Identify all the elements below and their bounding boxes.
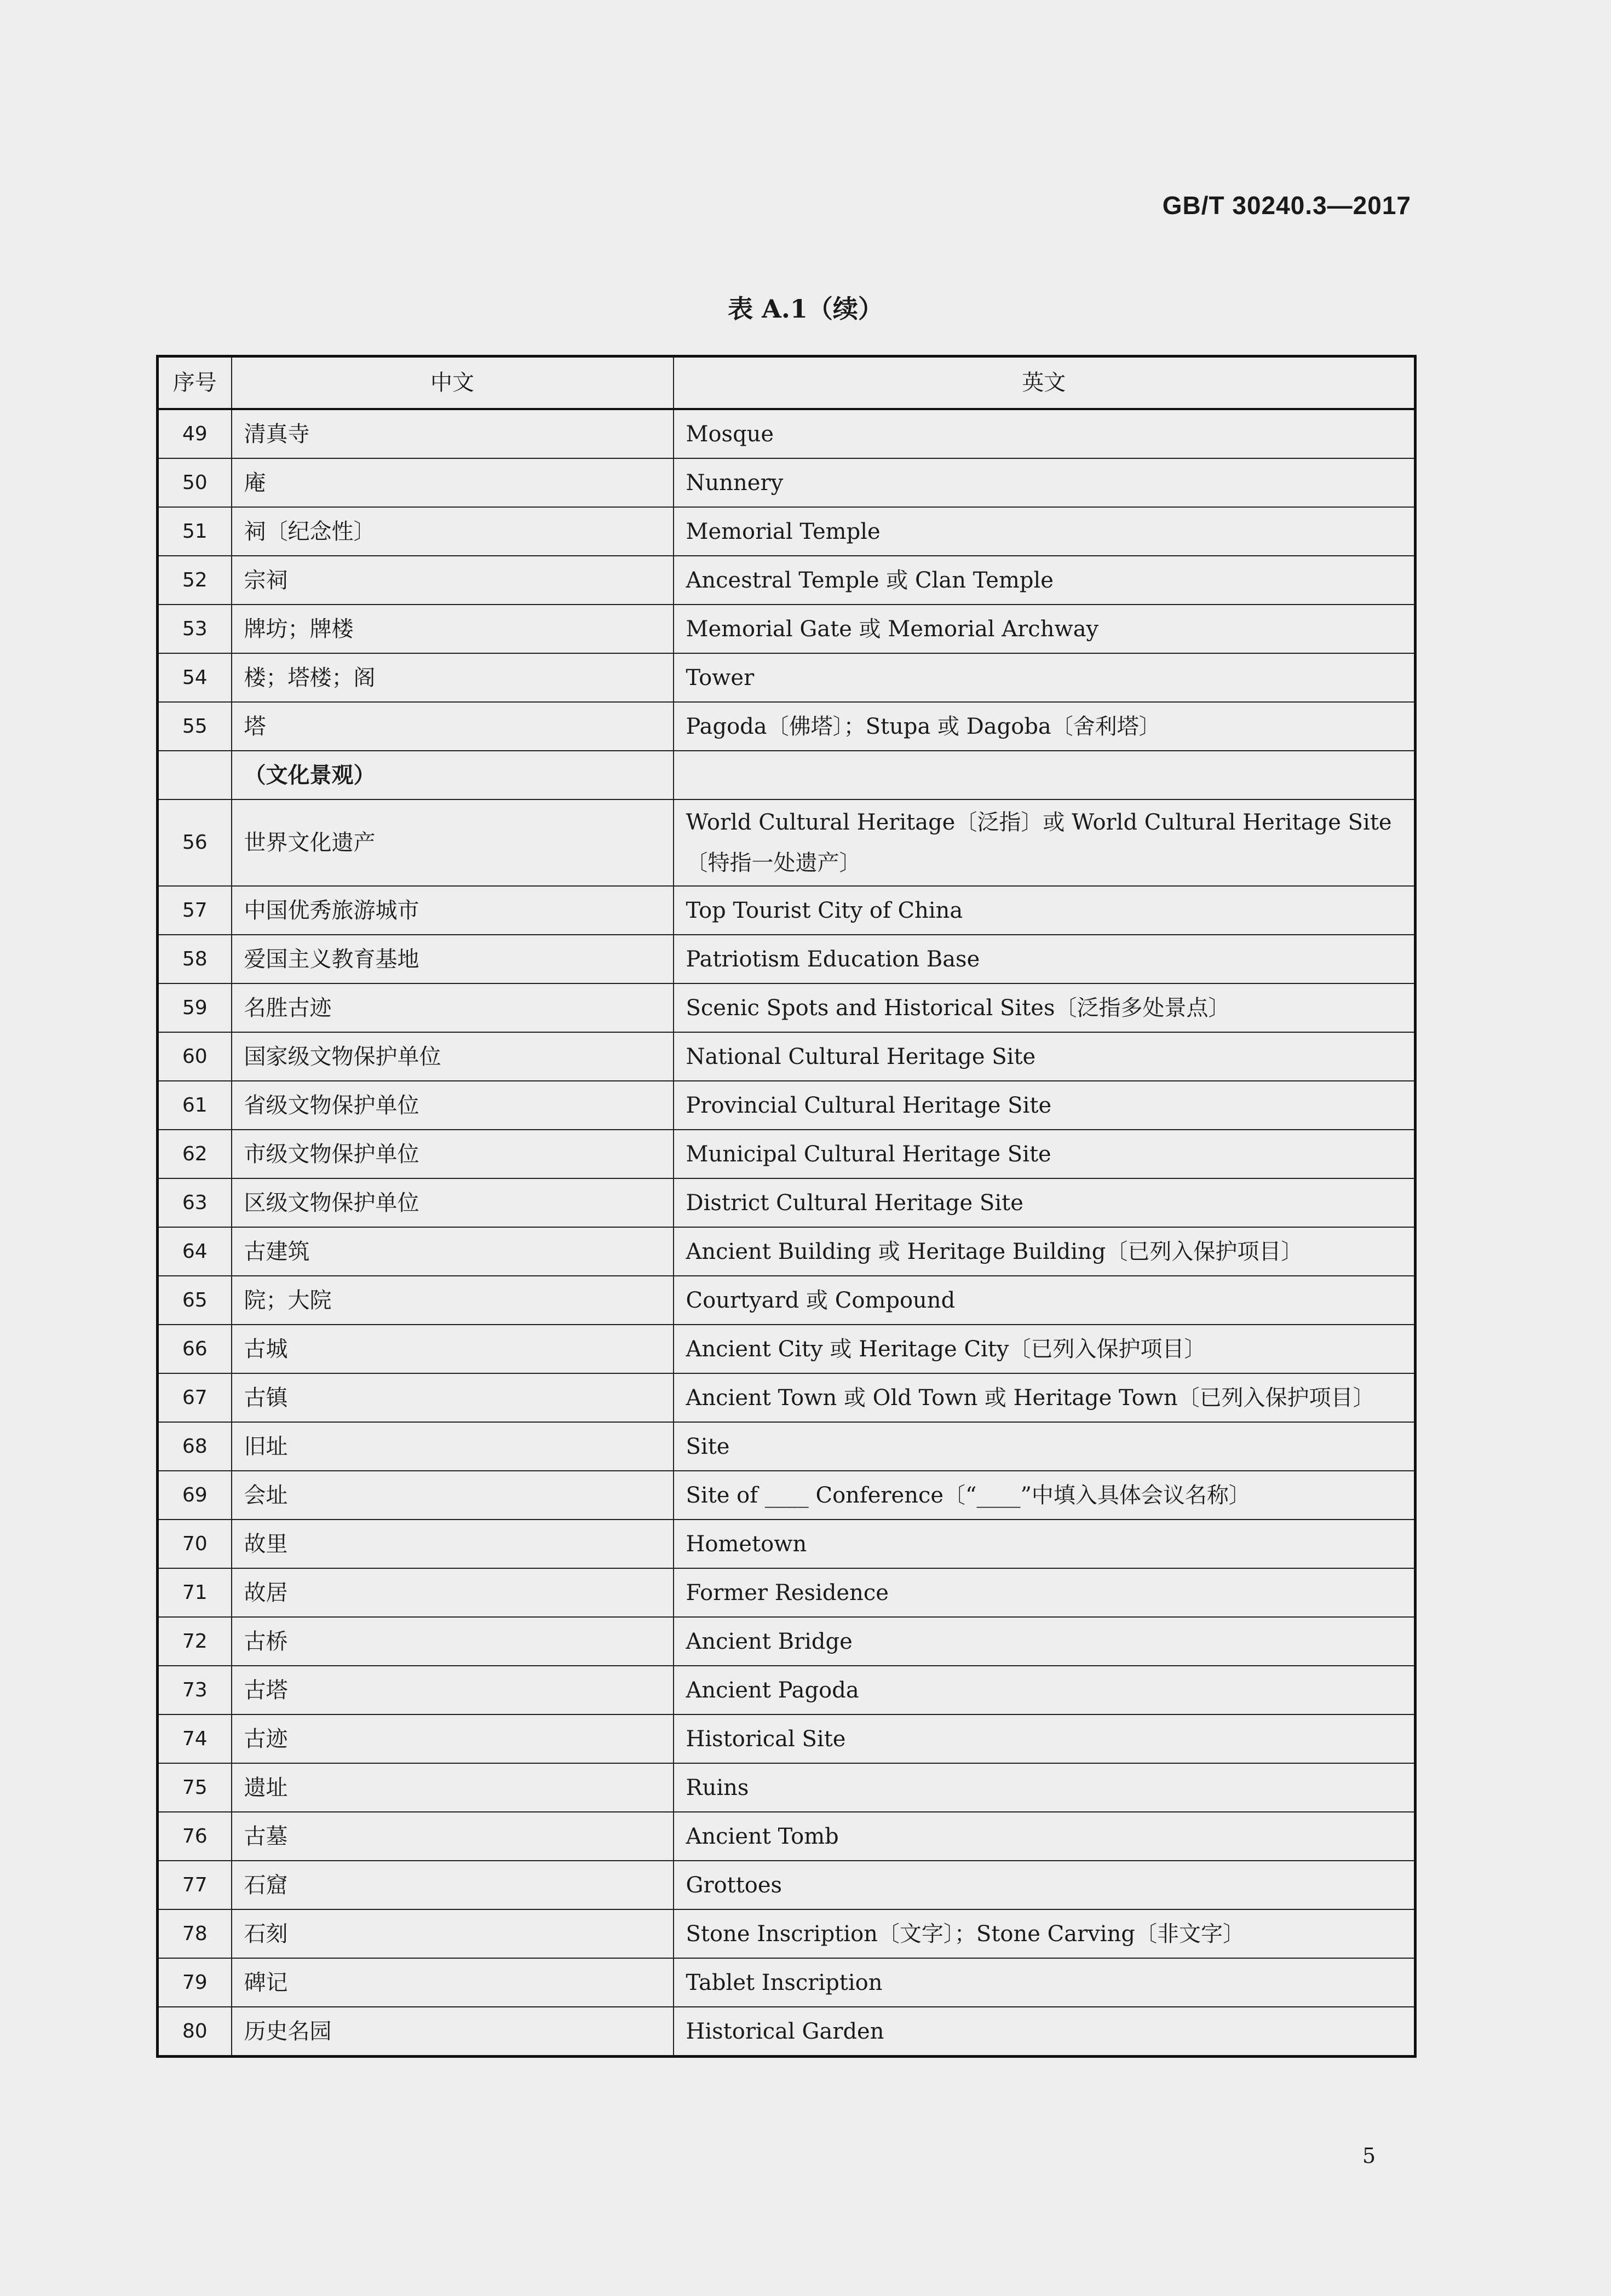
- row-english-term: Courtyard 或 Compound: [674, 1276, 1416, 1325]
- row-number: 60: [158, 1032, 232, 1081]
- table-row: [158, 1032, 1416, 1081]
- row-english-term: Provincial Cultural Heritage Site: [674, 1081, 1416, 1130]
- row-chinese-term: 古桥: [232, 1617, 674, 1666]
- row-chinese-term: 清真寺: [232, 409, 674, 458]
- row-english-term: National Cultural Heritage Site: [674, 1032, 1416, 1081]
- row-chinese-term: 宗祠: [232, 556, 674, 605]
- table-row: [158, 1763, 1416, 1812]
- row-english-term: Site of ____ Conference〔“____”中填入具体会议名称〕: [674, 1471, 1416, 1520]
- table-row: [158, 1714, 1416, 1763]
- row-number: 56: [158, 799, 232, 886]
- row-chinese-term: 区级文物保护单位: [232, 1178, 674, 1227]
- table-row: [158, 1276, 1416, 1325]
- row-number: 51: [158, 507, 232, 556]
- row-english-term: Site: [674, 1422, 1416, 1471]
- row-chinese-term: 中国优秀旅游城市: [232, 886, 674, 935]
- row-english-term: Hometown: [674, 1520, 1416, 1568]
- column-header-en: 英文: [674, 356, 1416, 410]
- row-number: 55: [158, 702, 232, 751]
- row-number: 80: [158, 2007, 232, 2057]
- row-number: 71: [158, 1568, 232, 1617]
- table-row: [158, 1130, 1416, 1178]
- row-number: 66: [158, 1325, 232, 1373]
- table-row: [158, 1081, 1416, 1130]
- table-row: [158, 886, 1416, 935]
- row-number: 67: [158, 1373, 232, 1422]
- row-english-term: Ancient Town 或 Old Town 或 Heritage Town〔已列入保护项目〕: [674, 1373, 1416, 1422]
- row-number: 77: [158, 1861, 232, 1909]
- row-number: 59: [158, 983, 232, 1032]
- row-chinese-term: 古迹: [232, 1714, 674, 1763]
- row-english-term: Historical Site: [674, 1714, 1416, 1763]
- row-english-term: Scenic Spots and Historical Sites〔泛指多处景点〕: [674, 983, 1416, 1032]
- row-english-term: Tablet Inscription: [674, 1958, 1416, 2007]
- row-chinese-term: 会址: [232, 1471, 674, 1520]
- row-number: 69: [158, 1471, 232, 1520]
- table-row: [158, 1471, 1416, 1520]
- row-english-term: [674, 751, 1416, 799]
- row-english-term: World Cultural Heritage〔泛指〕或 World Cultural Heritage Site〔特指一处遗产〕: [674, 799, 1416, 886]
- table-row: [158, 458, 1416, 507]
- row-number: 70: [158, 1520, 232, 1568]
- table-row: [158, 507, 1416, 556]
- row-english-term: Historical Garden: [674, 2007, 1416, 2057]
- row-number: 62: [158, 1130, 232, 1178]
- row-number: 49: [158, 409, 232, 458]
- row-chinese-term: 世界文化遗产: [232, 799, 674, 886]
- row-number: 64: [158, 1227, 232, 1276]
- row-english-term: Mosque: [674, 409, 1416, 458]
- row-english-term: Ancestral Temple 或 Clan Temple: [674, 556, 1416, 605]
- row-chinese-term: 国家级文物保护单位: [232, 1032, 674, 1081]
- row-chinese-term: 故居: [232, 1568, 674, 1617]
- row-chinese-term: 石刻: [232, 1909, 674, 1958]
- table-row: [158, 983, 1416, 1032]
- table-row: [158, 1909, 1416, 1958]
- row-chinese-term: 石窟: [232, 1861, 674, 1909]
- row-chinese-term: 遗址: [232, 1763, 674, 1812]
- row-chinese-term: （文化景观）: [232, 751, 674, 799]
- table-body: [158, 409, 1416, 2057]
- row-number: 72: [158, 1617, 232, 1666]
- row-number: 54: [158, 653, 232, 702]
- table-row: [158, 409, 1416, 458]
- row-number: 73: [158, 1666, 232, 1714]
- row-chinese-term: 庵: [232, 458, 674, 507]
- table-row: [158, 556, 1416, 605]
- row-english-term: Municipal Cultural Heritage Site: [674, 1130, 1416, 1178]
- row-chinese-term: 古镇: [232, 1373, 674, 1422]
- column-header-num: 序号: [158, 356, 232, 410]
- row-english-term: District Cultural Heritage Site: [674, 1178, 1416, 1227]
- row-chinese-term: 旧址: [232, 1422, 674, 1471]
- table-row: [158, 1422, 1416, 1471]
- row-chinese-term: 楼；塔楼；阁: [232, 653, 674, 702]
- row-chinese-term: 爱国主义教育基地: [232, 935, 674, 983]
- table-row: [158, 702, 1416, 751]
- row-number: 57: [158, 886, 232, 935]
- row-chinese-term: 名胜古迹: [232, 983, 674, 1032]
- row-english-term: Stone Inscription〔文字〕；Stone Carving〔非文字〕: [674, 1909, 1416, 1958]
- row-number: 75: [158, 1763, 232, 1812]
- row-english-term: Nunnery: [674, 458, 1416, 507]
- table-row: [158, 935, 1416, 983]
- table-row: [158, 1666, 1416, 1714]
- table-row: [158, 1520, 1416, 1568]
- row-chinese-term: 古塔: [232, 1666, 674, 1714]
- row-english-term: Ancient Bridge: [674, 1617, 1416, 1666]
- table-row: [158, 1325, 1416, 1373]
- row-chinese-term: 古城: [232, 1325, 674, 1373]
- row-number: 61: [158, 1081, 232, 1130]
- row-chinese-term: 市级文物保护单位: [232, 1130, 674, 1178]
- row-english-term: Ruins: [674, 1763, 1416, 1812]
- standard-number: GB/T 30240.3—2017: [1162, 191, 1411, 220]
- row-number: 78: [158, 1909, 232, 1958]
- row-number: 63: [158, 1178, 232, 1227]
- row-number: 74: [158, 1714, 232, 1763]
- row-number: [158, 751, 232, 799]
- row-chinese-term: 祠〔纪念性〕: [232, 507, 674, 556]
- table-caption: 表 A.1（续）: [728, 294, 883, 324]
- table-row: [158, 605, 1416, 653]
- row-english-term: Pagoda〔佛塔〕；Stupa 或 Dagoba〔舍利塔〕: [674, 702, 1416, 751]
- row-chinese-term: 碑记: [232, 1958, 674, 2007]
- row-number: 79: [158, 1958, 232, 2007]
- row-english-term: Memorial Gate 或 Memorial Archway: [674, 605, 1416, 653]
- column-header-zh: 中文: [232, 356, 674, 410]
- table-row: [158, 1373, 1416, 1422]
- row-number: 53: [158, 605, 232, 653]
- row-english-term: Ancient Tomb: [674, 1812, 1416, 1861]
- row-chinese-term: 古建筑: [232, 1227, 674, 1276]
- table-header-row: [158, 356, 1416, 410]
- table-row: [158, 1617, 1416, 1666]
- table-row: [158, 2007, 1416, 2057]
- terminology-table: [156, 355, 1417, 2058]
- table-row: [158, 1861, 1416, 1909]
- row-chinese-term: 省级文物保护单位: [232, 1081, 674, 1130]
- row-chinese-term: 历史名园: [232, 2007, 674, 2057]
- row-chinese-term: 院；大院: [232, 1276, 674, 1325]
- table-row: [158, 1227, 1416, 1276]
- row-english-term: Ancient Building 或 Heritage Building〔已列入保护项目〕: [674, 1227, 1416, 1276]
- row-english-term: Ancient City 或 Heritage City〔已列入保护项目〕: [674, 1325, 1416, 1373]
- table-row: [158, 1178, 1416, 1227]
- row-english-term: Former Residence: [674, 1568, 1416, 1617]
- row-chinese-term: 古墓: [232, 1812, 674, 1861]
- row-number: 68: [158, 1422, 232, 1471]
- row-english-term: Top Tourist City of China: [674, 886, 1416, 935]
- row-number: 50: [158, 458, 232, 507]
- row-english-term: Grottoes: [674, 1861, 1416, 1909]
- table-row: [158, 653, 1416, 702]
- row-number: 52: [158, 556, 232, 605]
- row-number: 58: [158, 935, 232, 983]
- page-number: 5: [1362, 2144, 1376, 2168]
- table-row: [158, 799, 1416, 886]
- table-row: [158, 1568, 1416, 1617]
- table-row: [158, 1812, 1416, 1861]
- table-section-row: [158, 751, 1416, 799]
- row-chinese-term: 牌坊；牌楼: [232, 605, 674, 653]
- row-english-term: Memorial Temple: [674, 507, 1416, 556]
- row-chinese-term: 塔: [232, 702, 674, 751]
- row-english-term: Ancient Pagoda: [674, 1666, 1416, 1714]
- table-row: [158, 1958, 1416, 2007]
- row-number: 65: [158, 1276, 232, 1325]
- row-english-term: Tower: [674, 653, 1416, 702]
- row-english-term: Patriotism Education Base: [674, 935, 1416, 983]
- row-chinese-term: 故里: [232, 1520, 674, 1568]
- row-number: 76: [158, 1812, 232, 1861]
